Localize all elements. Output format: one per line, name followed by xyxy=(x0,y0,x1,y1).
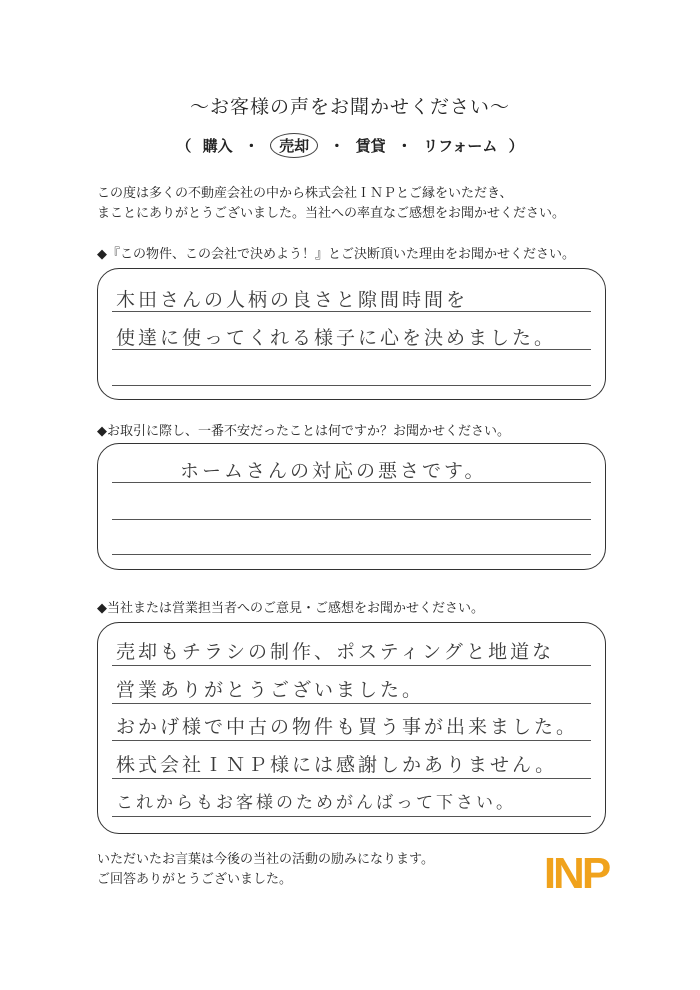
intro-text xyxy=(97,184,617,224)
option-reform: リフォーム xyxy=(423,137,498,155)
question-1-label: ◆『この物件、この会社で決めよう！』とご決断頂いた理由をお聞かせください。 xyxy=(97,247,575,262)
answer-box-1 xyxy=(97,268,606,400)
handwritten-answer-line: 使達に使ってくれる様子に心を決めました。 xyxy=(116,327,557,349)
handwritten-answer-line: 営業ありがとうございました。 xyxy=(116,679,425,701)
option-rental: 賃貸 xyxy=(355,137,386,155)
handwritten-answer-line: 木田さんの人柄の良さと隙間時間を xyxy=(116,289,469,311)
separator: ・ xyxy=(243,137,259,155)
question-3-label: ◆当社または営業担当者へのご意見・ご感想をお聞かせください。 xyxy=(97,601,484,616)
writing-line xyxy=(112,385,591,386)
writing-line xyxy=(112,554,591,555)
handwritten-answer-line: ホームさんの対応の悪さです。 xyxy=(180,460,487,482)
writing-line xyxy=(112,778,591,779)
open-paren: （ xyxy=(176,137,192,155)
writing-line xyxy=(112,665,591,666)
writing-line xyxy=(112,740,591,741)
writing-line xyxy=(112,519,591,520)
logo-lettering: INP xyxy=(543,849,609,898)
footer-text xyxy=(97,850,434,890)
answer-box-2 xyxy=(97,443,606,570)
writing-line xyxy=(112,703,591,704)
inp-logo xyxy=(543,846,609,898)
intro-line: まことにありがとうございました。当社への率直なご感想をお聞かせください。 xyxy=(97,206,566,221)
footer-line: ご回答ありがとうございました。 xyxy=(97,872,293,887)
handwritten-answer-line: これからもお客様のためがんばって下さい。 xyxy=(116,793,516,813)
separator: ・ xyxy=(329,137,345,155)
page-title: 〜お客様の声をお聞かせください〜 xyxy=(189,96,510,118)
handwritten-answer-line: 売却もチラシの制作、ポスティングと地道な xyxy=(116,641,555,663)
separator: ・ xyxy=(396,137,412,155)
handwritten-answer-line: おかげ様で中古の物件も買う事が出来ました。 xyxy=(116,716,579,738)
option-purchase: 購入 xyxy=(202,137,233,155)
footer-line: いただいたお言葉は今後の当社の活動の励みになります。 xyxy=(97,852,434,867)
writing-line xyxy=(112,816,591,817)
intro-line: この度は多くの不動産会社の中から株式会社ＩＮＰとご縁をいただき、 xyxy=(97,186,513,201)
close-paren: ） xyxy=(508,137,524,155)
option-sale-circled: 売却 xyxy=(270,133,318,158)
answer-box-3 xyxy=(97,622,606,834)
transaction-type-options xyxy=(0,133,700,158)
handwritten-answer-line: 株式会社ＩＮＰ様には感謝しかありません。 xyxy=(116,754,558,776)
question-2-label: ◆お取引に際し、一番不安だったことは何ですか？お聞かせください。 xyxy=(97,424,510,439)
